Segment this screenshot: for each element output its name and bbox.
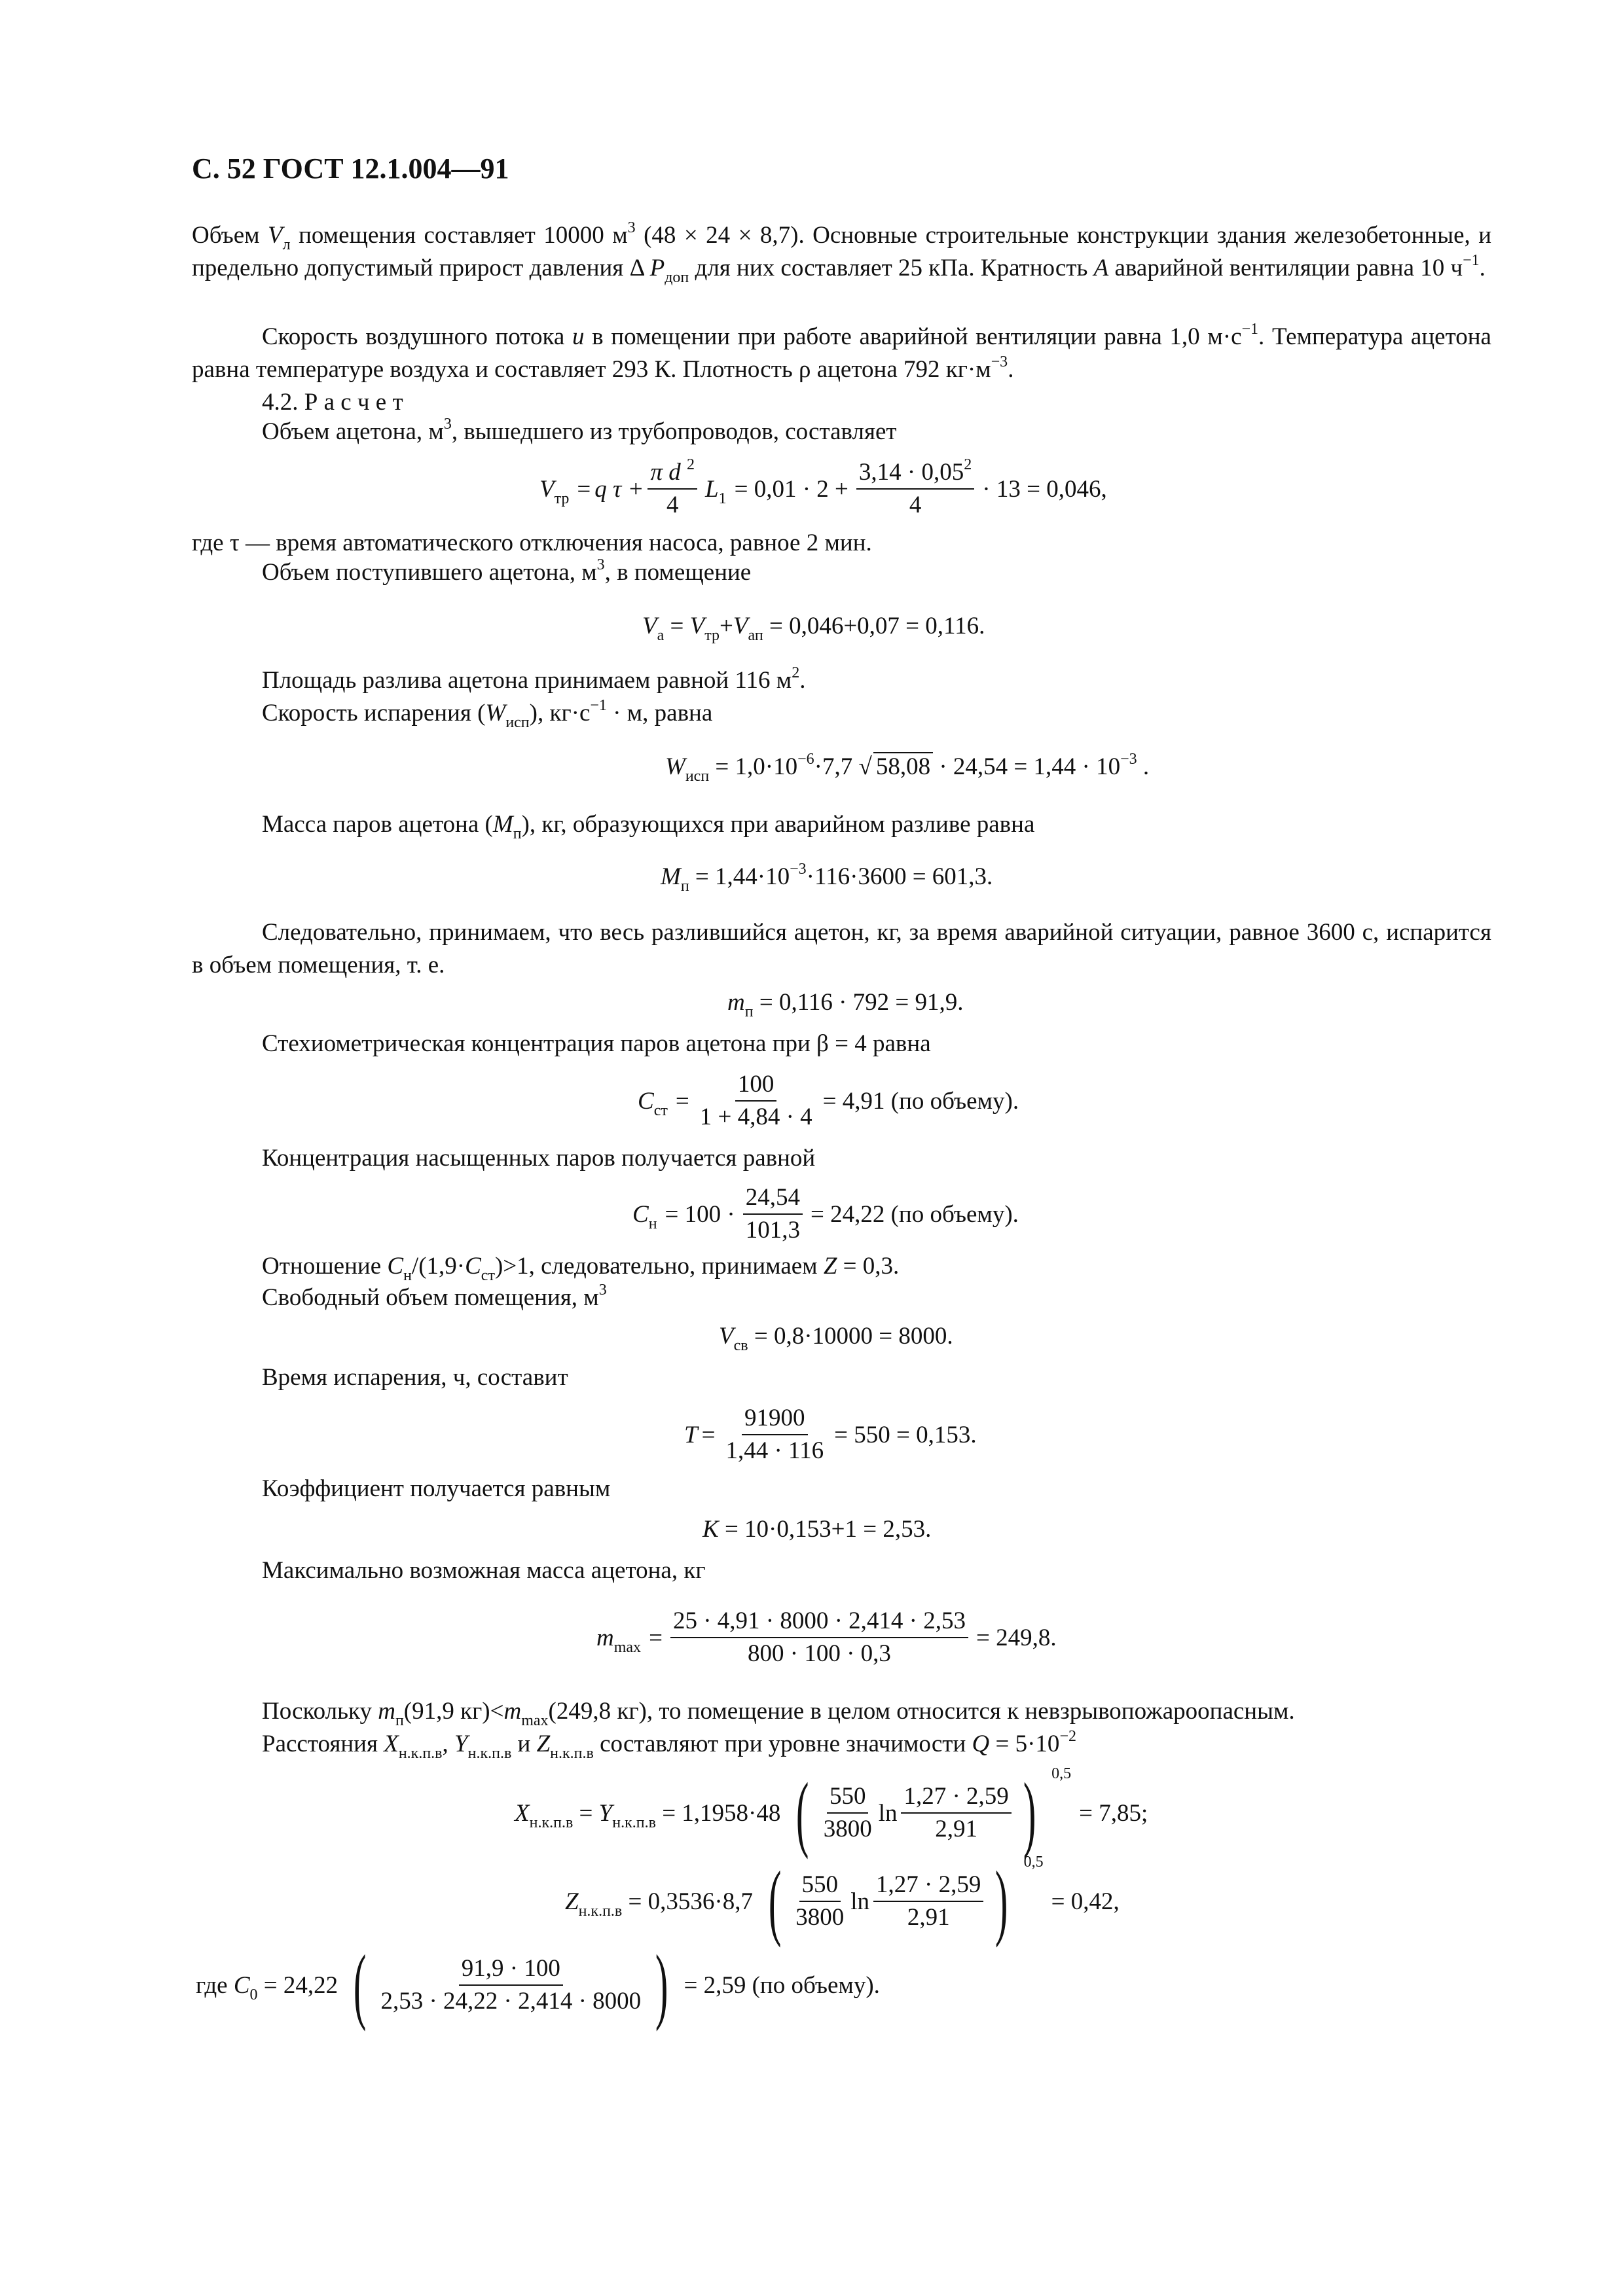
- equation-saturated: $C_н$ = 100 · $\frac{24,54}{101,3}$ = 24,22 (по объему).: [632, 1184, 1019, 1244]
- page-header: С. 52 ГОСТ 12.1.004—91: [192, 152, 509, 185]
- equation-acetone-mass: $m_п = 0,116 \cdot 792 = 91,9$.: [727, 989, 964, 1020]
- paragraph-room-volume: Объем $V_л$ помещения составляет 10000 $м^3$ (48 × 24 × 8,7). Основные строительные конструкции здания железобетонные, и предельно допустимый прирост давления Δ $P_{доп}$ для них составляет 25 кПа. Кратность A аварийной вентиляции равна 10 $ч^{-1}$.: [192, 219, 1491, 286]
- equation-x-y-distance: $X_{н.к.п.в} = Y_{н.к.п.в} = 1,1958\cdot 48$ ( $\frac{550}{3800}$ ln $\frac{1,27 \cdot 2,59}{2,91}$ ) 0,5 = 7,85;: [515, 1765, 1148, 1860]
- equation-total-volume: $V_а = V_{тр}+V_{ап} = 0,046+0,07 = 0,116$.: [642, 613, 985, 644]
- equation-evaporation-time: T = $\frac{91900}{1,44 \cdot 116}$ = 550 = 0,153.: [684, 1405, 977, 1464]
- text-coefficient: Коэффициент получается равным: [262, 1475, 611, 1502]
- text-spill-area: Площадь разлива ацетона принимаем равной 116 $м^2$.: [262, 664, 806, 694]
- text-vapor-mass: Масса паров ацетона $(M_п)$, кг, образующихся при аварийном разливе равна: [262, 811, 1035, 842]
- section-heading: 4.2. Р а с ч е т: [262, 389, 403, 416]
- paragraph-air-velocity: Скорость воздушного потока u в помещении при работе аварийной вентиляции равна 1,0 $м\cdot с^{-1}$. Температура ацетона равна температуре воздуха и составляет 293 К. Плотность ρ ацетона 792 $кг\cdot м^{-3}$.: [192, 321, 1491, 383]
- equation-stoichiometric: $C_{ст}$ = $\frac{100}{1 + 4,84 \cdot 4}$ = 4,91 (по объему).: [638, 1071, 1019, 1130]
- text-distances: Расстояния $X_{н.к.п.в}$, $Y_{н.к.п.в}$ и $Z_{н.к.п.в}$ составляют при уровне значимости $Q = 5\cdot 10^{-2}$: [262, 1728, 1076, 1762]
- equation-free-volume: $V_{св} = 0,8\cdot 10000 = 8000$.: [719, 1323, 953, 1354]
- equation-c0: где $C_0 = 24,22$ ( $\frac{91,9 \cdot 100}{2,53 \cdot 24,22 \cdot 2,414 \cdot 8000}$ ) = 2,59 (по объему).: [196, 1938, 880, 2032]
- equation-coefficient: K = 10·0,153+1 = 2,53.: [702, 1516, 932, 1543]
- text-max-mass: Максимально возможная масса ацетона, кг: [262, 1557, 706, 1584]
- text-time-note: где τ — время автоматического отключения насоса, равное 2 мин.: [192, 529, 872, 556]
- text-saturated: Концентрация насыщенных паров получается равной: [262, 1145, 816, 1172]
- text-free-volume: Свободный объем помещения, $м^3$: [262, 1282, 607, 1311]
- text-conclusion: Поскольку $m_п(91,9$ $кг)<m_{max}(249,8$ кг), то помещение в целом относится к невзрывопожароопасным.: [262, 1698, 1295, 1729]
- paragraph-consequence: Следовательно, принимаем, что весь разлившийся ацетон, кг, за время аварийной ситуации, равное 3600 с, испарится в объем помещения, т. е.: [192, 919, 1491, 978]
- equation-z-distance: $Z_{н.к.п.в} = 0,3536\cdot 8,7$ ( $\frac{550}{3800}$ ln $\frac{1,27 \cdot 2,59}{2,91}$ ) 0,5 = 0,42,: [565, 1853, 1120, 1948]
- equation-evaporation-rate: $W_{исп} = 1,0\cdot 10^{-6}\cdot 7,7$ √ $58,08 \cdot 24,54 = 1,44 \cdot 10^{-3}$ .: [665, 751, 1150, 785]
- text-incoming-acetone: Объем поступившего ацетона, $м^3$, в помещение: [262, 556, 752, 586]
- equation-pipe-volume: $V_{тр}$ = q τ + $\frac{\pi d ^2}{4}$ $L_1$ = 0,01 · 2 + $\frac{3,14 \cdot 0,05^2}{4}$ · 13 = 0,046,: [539, 456, 1107, 518]
- text-acetone-volume: Объем ацетона, $м^3$, вышедшего из трубопроводов, составляет: [262, 416, 897, 445]
- text-evaporation-time: Время испарения, ч, составит: [262, 1364, 568, 1391]
- text-evaporation-rate: Скорость испарения $(W_{исп})$, $кг\cdot с^{-1} \cdot м$, равна: [262, 697, 713, 731]
- text-ratio: Отношение $C_н/(1,9\cdot C_{ст})>1$, следовательно, принимаем Z = 0,3.: [262, 1253, 900, 1284]
- text-stoichiometric: Стехиометрическая концентрация паров ацетона при β = 4 равна: [262, 1030, 931, 1057]
- equation-vapor-mass: $M_п = 1,44\cdot 10^{-3}\cdot 116\cdot 3600 = 601,3$.: [661, 861, 993, 895]
- equation-max-mass: $m_{max}$ = $\frac{25 \cdot 4,91 \cdot 8000 \cdot 2,414 \cdot 2,53}{800 \cdot 100 \cdot 0,3}$ = 249,8.: [596, 1607, 1057, 1667]
